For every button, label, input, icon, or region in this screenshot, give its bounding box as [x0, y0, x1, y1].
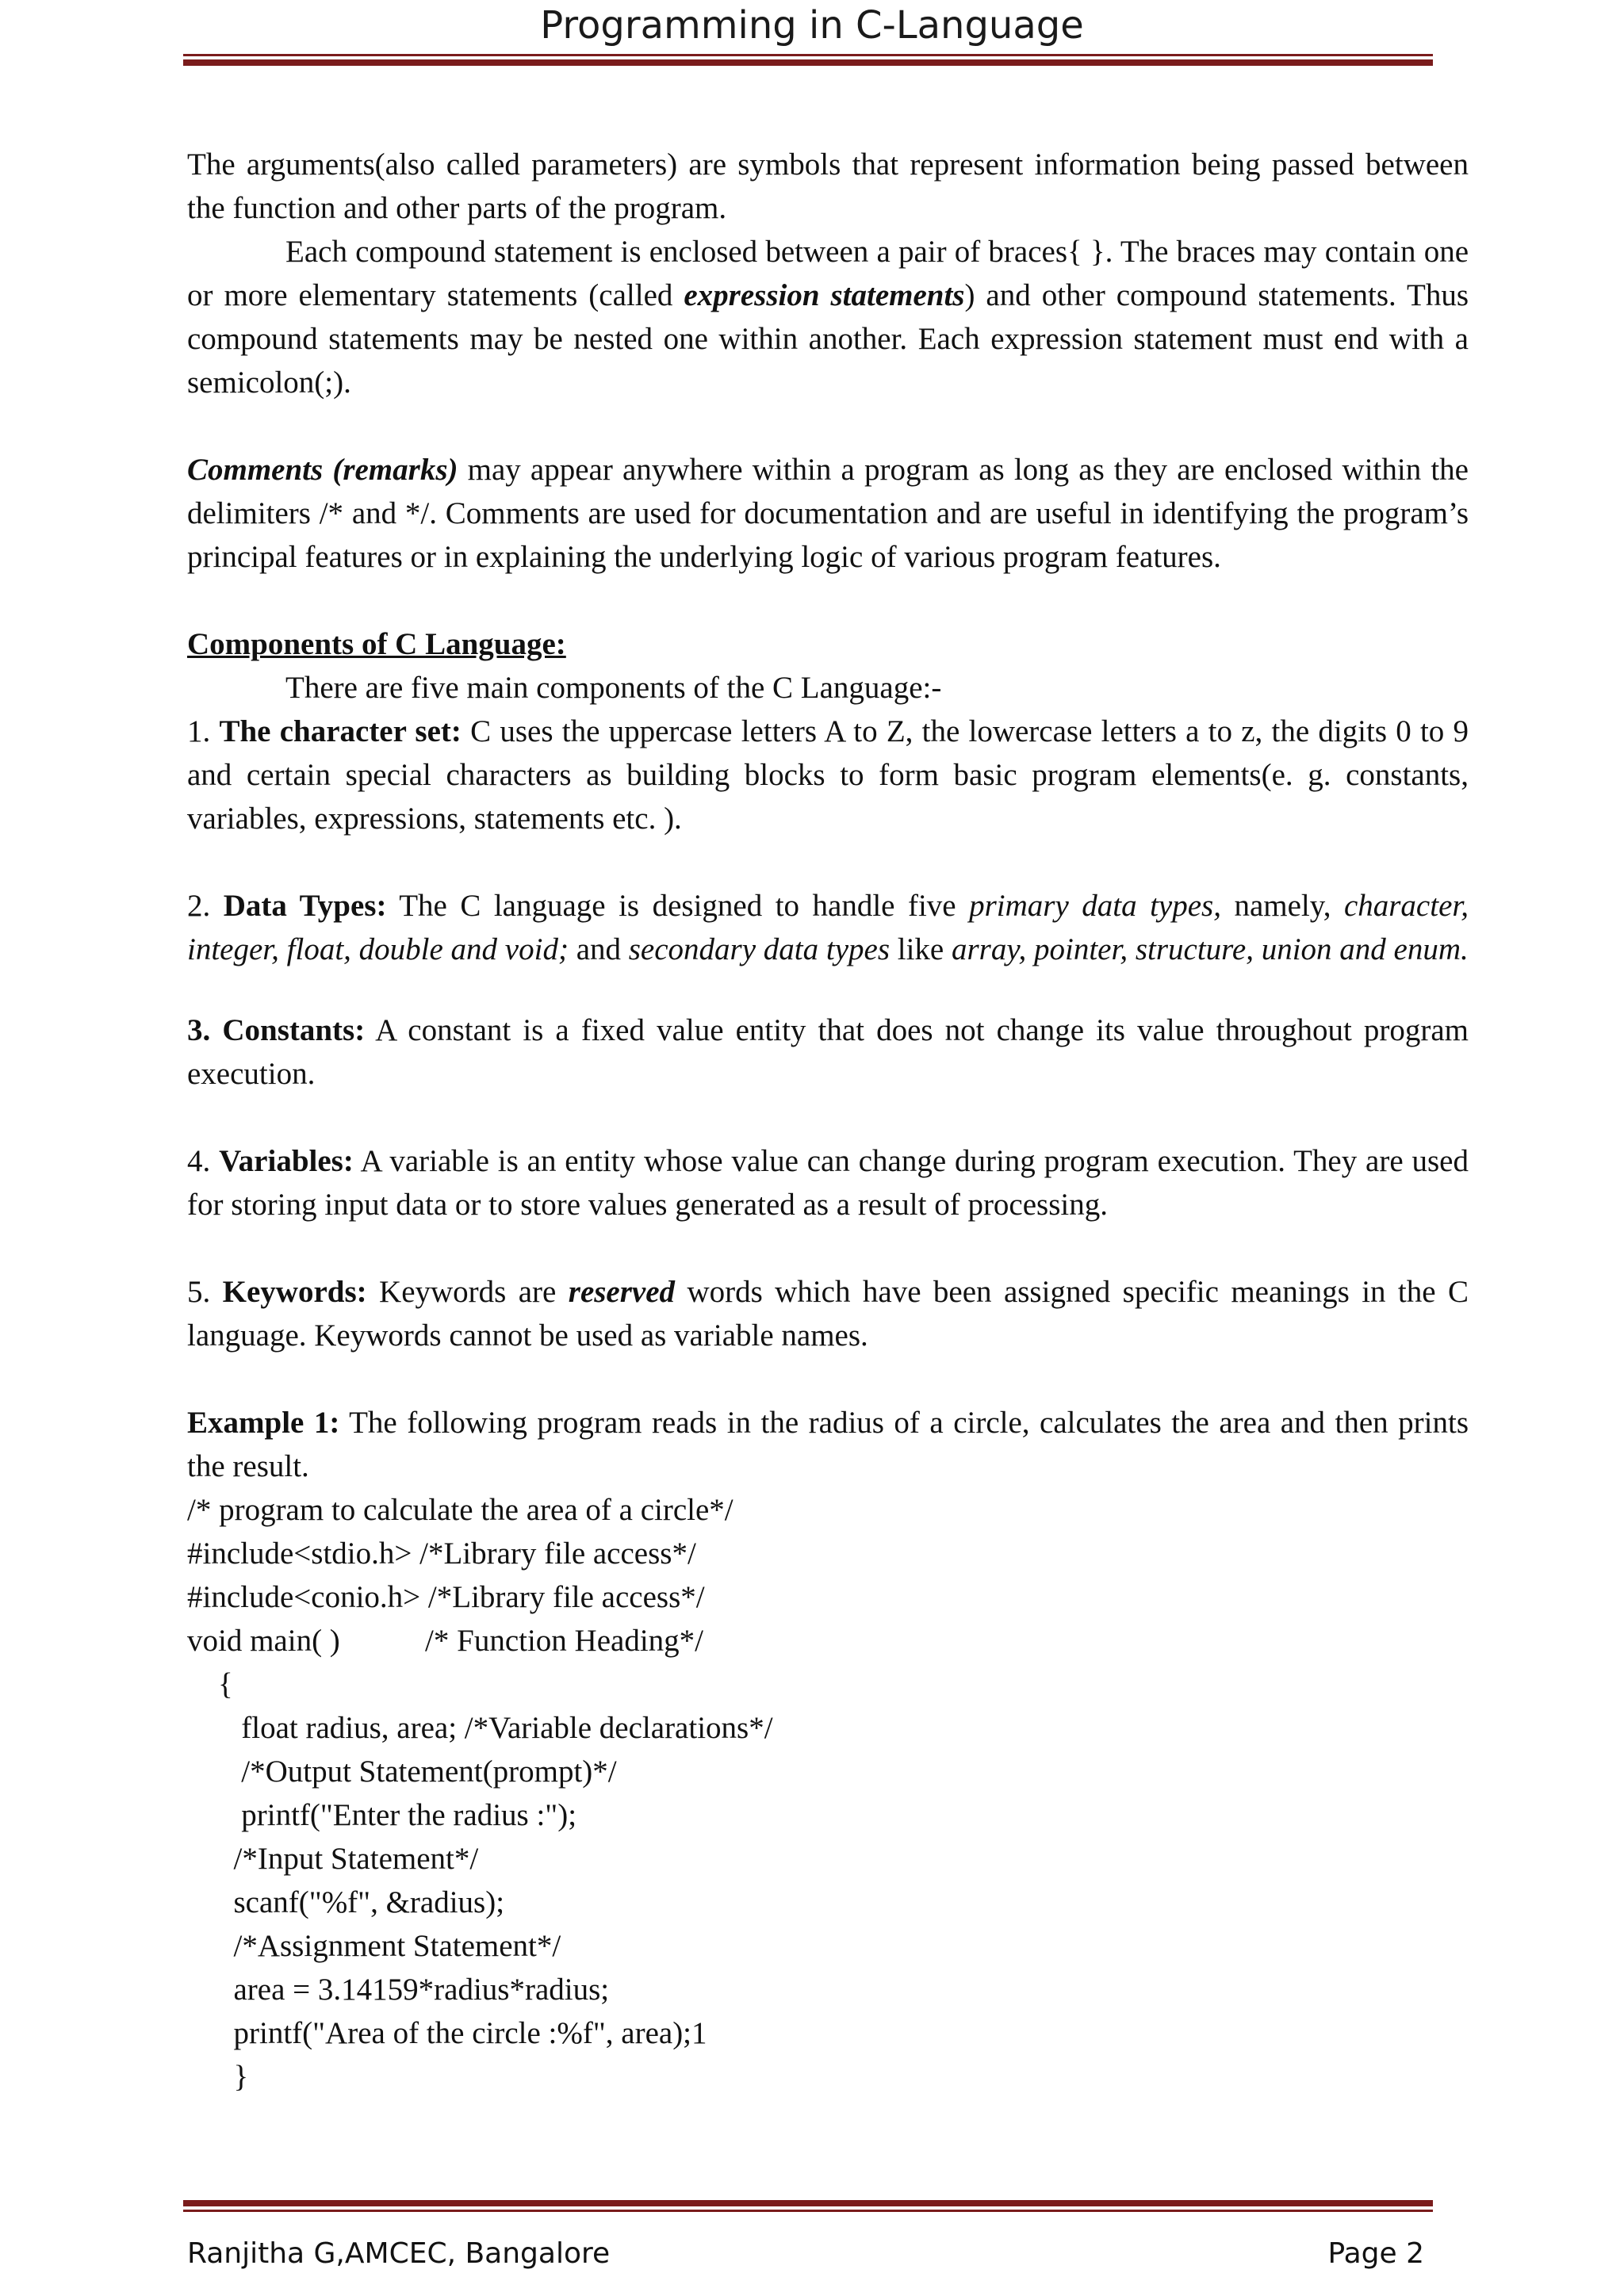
paragraph-arguments: The arguments(also called parameters) are symbols that represent information being passed between the function and other parts of the program.: [187, 147, 1469, 225]
code-listing: /* program to calculate the area of a circle*/ #include<stdio.h> /*Library file access*/ #include<conio.h> /*Library file access*/ void main( ) /* Function Heading*/ { float radius, area; /*Variable declarations*/ /*Output Statement(prompt)*/ printf("Enter the radius :"); /*Input Statement*/ scanf("%f", &radius); /*Assignment Statement*/ area = 3.14159*radius*radius; printf("Area of the circle :%f", area);1 }: [187, 1493, 773, 2094]
header-rule: [183, 54, 1433, 66]
example-intro: Example 1: The following program reads in the radius of a circle, calculates the area and then prints the result.: [187, 1406, 1469, 1483]
footer-page-number: Page 2: [1327, 2237, 1424, 2270]
footer-author: Ranjitha G,AMCEC, Bangalore: [187, 2237, 611, 2270]
components-intro: There are five main components of the C Language:-: [285, 671, 942, 705]
paragraph-compound-statements: Each compound statement is enclosed between a pair of braces{ }. The braces may contain one or more elementary statements (called expression statements) and other compound statements. Thus compound statements may be nested one within another. Each expression statement must end with a semicolon(;).: [187, 235, 1469, 400]
document-body: [187, 143, 1469, 2099]
component-keywords: 5. Keywords: Keywords are reserved words which have been assigned specific meanings in the C language. Keywords cannot be used as variable names.: [187, 1275, 1469, 1353]
section-heading-components: Components of C Language:: [187, 627, 566, 661]
component-data-types: 2. Data Types: The C language is designed to handle five primary data types, namely, character, integer, float, double and void; and secondary data types like array, pointer, structure, union and enum.: [187, 889, 1469, 966]
component-constants: 3. Constants: A constant is a fixed value entity that does not change its value throughout program execution.: [187, 1013, 1469, 1091]
footer-rule: [183, 2200, 1433, 2212]
paragraph-comments: Comments (remarks) may appear anywhere within a program as long as they are enclosed within the delimiters /* and */. Comments are used for documentation and are useful in identifying the program’s principal features or in explaining the underlying logic of various program features.: [187, 453, 1469, 574]
page-header-title: Programming in C-Language: [540, 3, 1084, 48]
component-variables: 4. Variables: A variable is an entity whose value can change during program execution. They are used for storing input data or to store values generated as a result of processing.: [187, 1144, 1469, 1222]
component-character-set: 1. The character set: C uses the uppercase letters A to Z, the lowercase letters a to z, the digits 0 to 9 and certain special characters as building blocks to form basic program elements(e. g. constants, variables, expressions, statements etc. ).: [187, 714, 1469, 836]
